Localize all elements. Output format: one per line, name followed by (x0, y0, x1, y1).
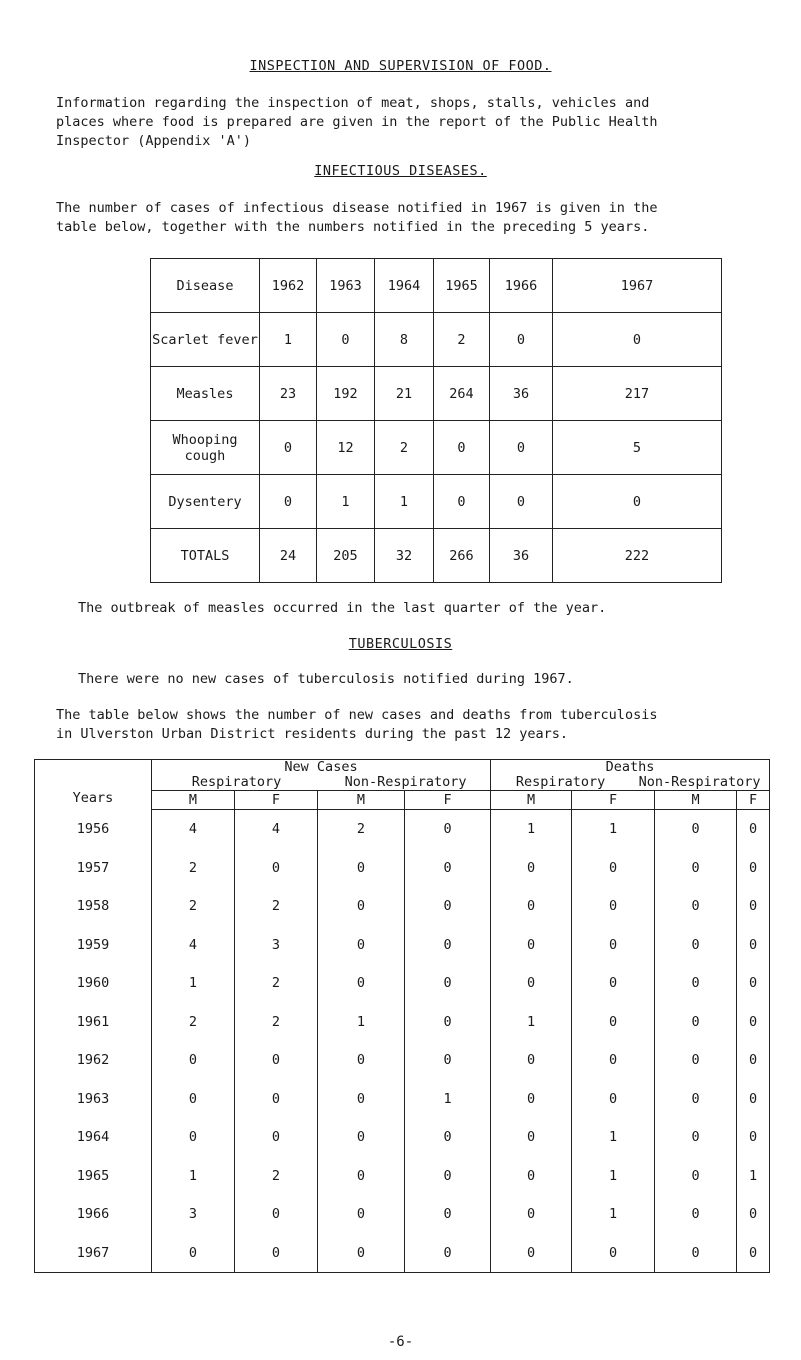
heading-inspection: INSPECTION AND SUPERVISION OF FOOD. (249, 58, 552, 74)
table-row (35, 1157, 770, 1196)
table-cell: 0 (655, 849, 737, 888)
tb-line-1: The table below shows the number of new cases and deaths from tuberculosis (56, 707, 658, 723)
table-cell: 0 (405, 964, 491, 1003)
table-cell: 1 (491, 1003, 572, 1042)
infectious-paragraph (56, 199, 657, 237)
table-cell: 2 (152, 887, 235, 926)
table-cell: 0 (318, 1080, 405, 1119)
table-cell: 1 (572, 1157, 655, 1196)
table-cell: 0 (572, 1041, 655, 1080)
table-row (35, 1041, 770, 1080)
table-cell: 0 (318, 926, 405, 965)
year-cell: 1965 (76, 1167, 110, 1184)
table-cell: 0 (655, 1195, 737, 1234)
table-cell: 1 (375, 475, 434, 529)
table-cell: 0 (405, 887, 491, 926)
table-cell: 0 (318, 964, 405, 1003)
table-cell: 2 (235, 887, 318, 926)
table-cell: 0 (434, 475, 490, 529)
table-cell: 0 (235, 849, 318, 888)
table-cell: 1 (260, 313, 317, 367)
year-cell: 1963 (76, 1090, 110, 1107)
table-cell: 0 (572, 1003, 655, 1042)
table-cell: 0 (260, 421, 317, 475)
table-cell: 2 (375, 421, 434, 475)
tb-paragraph-1: There were no new cases of tuberculosis notified during 1967. (78, 671, 574, 687)
table-cell: 2 (434, 313, 490, 367)
table-cell: 0 (152, 1234, 235, 1273)
year-cell: 1962 (76, 1052, 110, 1069)
year-cell: 1966 (76, 1206, 110, 1223)
table-cell: 0 (655, 926, 737, 965)
inspection-line-1: Information regarding the inspection of meat, shops, stalls, vehicles and (56, 95, 650, 111)
table-row (151, 421, 722, 475)
year-cell: 1957 (76, 859, 110, 876)
year-cell: 1959 (76, 936, 110, 953)
table-cell: 0 (491, 1234, 572, 1273)
table-cell: 0 (655, 964, 737, 1003)
table-row (35, 810, 770, 849)
table-cell: 23 (260, 367, 317, 421)
table-cell: 12 (317, 421, 375, 475)
page-number: -6- (387, 1334, 414, 1350)
table-cell: 0 (491, 964, 572, 1003)
table-cell: 0 (405, 1195, 491, 1234)
table-cell: 0 (405, 810, 491, 849)
table-cell: 0 (152, 1080, 235, 1119)
table-cell: 0 (490, 313, 553, 367)
header-1966: 1966 (490, 259, 553, 313)
table-row (35, 849, 770, 888)
table-cell: 1 (572, 1195, 655, 1234)
disease-name: Scarlet fever (151, 313, 260, 367)
disease-name: Dysentery (151, 475, 260, 529)
deaths-label: Deaths (605, 759, 655, 775)
table-cell: 205 (317, 529, 375, 583)
table-cell: 0 (405, 849, 491, 888)
header-1964: 1964 (375, 259, 434, 313)
table-cell: 0 (318, 1041, 405, 1080)
col-new-resp-f: F (235, 791, 318, 810)
table-cell: 0 (737, 926, 770, 965)
table-cell: 4 (235, 810, 318, 849)
table-cell: 1 (572, 1118, 655, 1157)
totals-label: TOTALS (151, 529, 260, 583)
table-cell: 1 (318, 1003, 405, 1042)
table-cell: 0 (235, 1118, 318, 1157)
table-cell: 1 (405, 1080, 491, 1119)
table-cell: 0 (655, 1234, 737, 1273)
table-cell: 2 (152, 849, 235, 888)
table-cell: 0 (655, 1041, 737, 1080)
inspection-line-2: places where food is prepared are given in the report of the Public Health (56, 114, 658, 130)
table-row (151, 313, 722, 367)
table-cell: 0 (491, 1195, 572, 1234)
disease-name: Measles (151, 367, 260, 421)
table-cell: 0 (737, 887, 770, 926)
heading-tuberculosis: TUBERCULOSIS (348, 636, 453, 652)
new-cases-group (152, 760, 491, 791)
table-cell: 0 (572, 1080, 655, 1119)
inspection-paragraph (56, 94, 657, 151)
table-cell: 21 (375, 367, 434, 421)
tb-paragraph-2 (56, 706, 657, 744)
table-cell: 0 (553, 475, 722, 529)
table-cell: 0 (405, 1157, 491, 1196)
table-cell: 0 (235, 1041, 318, 1080)
table-cell: 0 (655, 810, 737, 849)
deaths-non-respiratory-label: Non-Respiratory (638, 774, 761, 790)
new-respiratory-label: Respiratory (191, 774, 282, 790)
col-new-nonresp-f: F (405, 791, 491, 810)
table-cell: 0 (737, 849, 770, 888)
year-cell: 1958 (76, 898, 110, 915)
table-cell: 3 (152, 1195, 235, 1234)
table-cell: 0 (572, 1234, 655, 1273)
header-1965: 1965 (434, 259, 490, 313)
table-cell: 0 (405, 1234, 491, 1273)
table-cell: 0 (491, 1041, 572, 1080)
year-cell: 1961 (76, 1013, 110, 1030)
table-cell: 0 (405, 1041, 491, 1080)
table-cell: 8 (375, 313, 434, 367)
years-header: Years (72, 789, 114, 806)
deaths-group (491, 760, 770, 791)
table-cell: 0 (318, 1157, 405, 1196)
table-row (35, 926, 770, 965)
table-cell: 0 (655, 1118, 737, 1157)
table-cell: 0 (318, 849, 405, 888)
table-cell: 1 (152, 964, 235, 1003)
table-row (35, 1118, 770, 1157)
table-cell: 0 (405, 1003, 491, 1042)
disease-table (150, 258, 722, 583)
tb-table-body (35, 810, 770, 1273)
table-cell: 0 (152, 1041, 235, 1080)
table-cell: 0 (434, 421, 490, 475)
table-cell: 0 (152, 1118, 235, 1157)
table-cell: 0 (491, 887, 572, 926)
table-cell: 1 (152, 1157, 235, 1196)
table-row (35, 1234, 770, 1273)
measles-note: The outbreak of measles occurred in the last quarter of the year. (78, 600, 607, 616)
table-cell: 0 (490, 421, 553, 475)
table-cell: 4 (152, 926, 235, 965)
table-row (35, 964, 770, 1003)
table-cell: 2 (152, 1003, 235, 1042)
header-disease: Disease (151, 259, 260, 313)
table-cell: 0 (491, 1080, 572, 1119)
table-cell: 0 (405, 1118, 491, 1157)
table-cell: 0 (737, 1041, 770, 1080)
table-cell: 0 (235, 1080, 318, 1119)
year-cell: 1956 (76, 821, 110, 837)
table-cell: 2 (318, 810, 405, 849)
new-cases-label: New Cases (284, 759, 358, 775)
table-row (35, 1080, 770, 1119)
table-cell: 2 (235, 1157, 318, 1196)
table-cell: 264 (434, 367, 490, 421)
table-cell: 0 (655, 1157, 737, 1196)
table-cell: 217 (553, 367, 722, 421)
header-1962: 1962 (260, 259, 317, 313)
disease-table-header (151, 259, 722, 313)
table-cell: 1 (737, 1157, 770, 1196)
inspection-line-3: Inspector (Appendix 'A') (56, 133, 252, 149)
table-cell: 0 (490, 475, 553, 529)
table-cell: 2 (235, 1003, 318, 1042)
table-cell: 0 (737, 1195, 770, 1234)
table-cell: 1 (491, 810, 572, 849)
table-cell: 0 (318, 1195, 405, 1234)
tb-header-groups (35, 760, 770, 791)
table-cell: 0 (317, 313, 375, 367)
table-cell: 36 (490, 529, 553, 583)
table-row (151, 367, 722, 421)
table-cell: 0 (491, 1118, 572, 1157)
table-cell: 0 (572, 964, 655, 1003)
deaths-respiratory-label: Respiratory (515, 774, 606, 790)
year-cell: 1960 (76, 975, 110, 992)
table-cell: 36 (490, 367, 553, 421)
table-cell: 0 (655, 1080, 737, 1119)
table-cell: 0 (655, 887, 737, 926)
table-cell: 5 (553, 421, 722, 475)
totals-row (151, 529, 722, 583)
table-cell: 222 (553, 529, 722, 583)
table-cell: 32 (375, 529, 434, 583)
disease-name: Whooping cough (151, 421, 260, 475)
header-1967: 1967 (553, 259, 722, 313)
table-cell: 0 (572, 849, 655, 888)
col-deaths-nonresp-m: M (655, 791, 737, 810)
col-new-resp-m: M (152, 791, 235, 810)
new-non-respiratory-label: Non-Respiratory (344, 774, 467, 790)
table-cell: 24 (260, 529, 317, 583)
table-cell: 0 (491, 926, 572, 965)
table-cell: 0 (737, 964, 770, 1003)
infectious-line-1: The number of cases of infectious disease notified in 1967 is given in the (56, 200, 658, 216)
table-cell: 0 (737, 810, 770, 849)
table-cell: 2 (235, 964, 318, 1003)
col-deaths-nonresp-f: F (737, 791, 770, 810)
table-cell: 0 (235, 1234, 318, 1273)
col-deaths-resp-m: M (491, 791, 572, 810)
table-cell: 0 (318, 1234, 405, 1273)
table-cell: 0 (405, 926, 491, 965)
table-cell: 0 (491, 849, 572, 888)
table-cell: 0 (737, 1080, 770, 1119)
table-cell: 1 (572, 810, 655, 849)
table-row (35, 1003, 770, 1042)
col-deaths-resp-f: F (572, 791, 655, 810)
table-row (35, 887, 770, 926)
tb-line-2: in Ulverston Urban District residents during the past 12 years. (56, 726, 569, 742)
year-cell: 1964 (76, 1129, 110, 1146)
table-row (35, 1195, 770, 1234)
table-cell: 192 (317, 367, 375, 421)
table-cell: 0 (737, 1118, 770, 1157)
table-cell: 0 (491, 1157, 572, 1196)
heading-infectious-diseases: INFECTIOUS DISEASES. (314, 163, 487, 179)
table-cell: 0 (553, 313, 722, 367)
year-cell: 1967 (76, 1244, 110, 1261)
header-1963: 1963 (317, 259, 375, 313)
table-cell: 1 (317, 475, 375, 529)
table-cell: 0 (318, 887, 405, 926)
table-cell: 0 (318, 1118, 405, 1157)
table-cell: 0 (737, 1234, 770, 1273)
table-cell: 0 (235, 1195, 318, 1234)
table-cell: 266 (434, 529, 490, 583)
infectious-line-2: table below, together with the numbers notified in the preceding 5 years. (56, 219, 650, 235)
table-cell: 0 (260, 475, 317, 529)
table-row (151, 475, 722, 529)
table-cell: 0 (737, 1003, 770, 1042)
table-cell: 0 (655, 1003, 737, 1042)
table-cell: 0 (572, 887, 655, 926)
table-cell: 4 (152, 810, 235, 849)
table-cell: 3 (235, 926, 318, 965)
table-cell: 0 (572, 926, 655, 965)
col-new-nonresp-m: M (318, 791, 405, 810)
tuberculosis-table (34, 759, 770, 1273)
